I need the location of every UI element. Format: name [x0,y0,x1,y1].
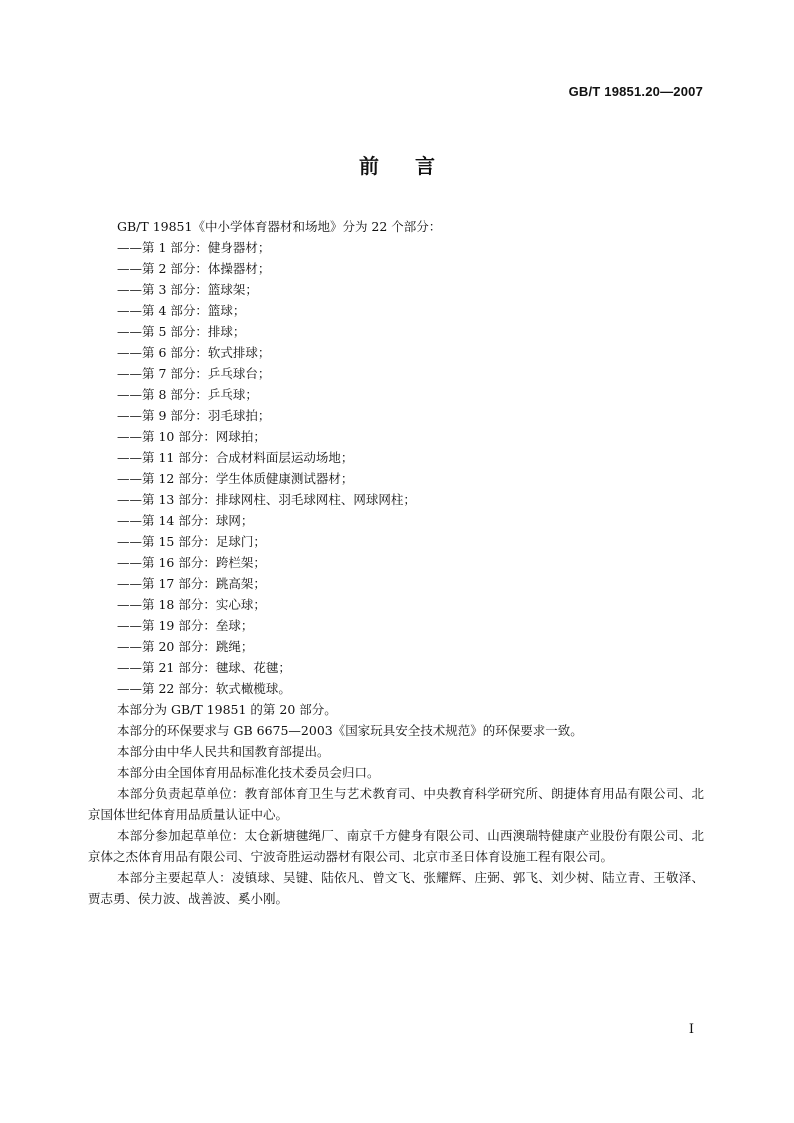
list-item: ——第 14 部分：球网； [117,513,254,528]
list-item: ——第 12 部分：学生体质健康测试器材； [117,471,354,486]
list-item: ——第 7 部分：乒乓球台； [117,366,271,381]
list-item: ——第 3 部分：篮球架； [117,282,258,297]
list-item: ——第 5 部分：排球； [117,324,246,339]
list-item: ——第 8 部分：乒乓球； [117,387,258,402]
list-item: ——第 11 部分：合成材料面层运动场地； [117,450,354,465]
paragraph-part-statement: 本部分为 GB/T 19851 的第 20 部分。 [117,702,337,717]
list-item: ——第 20 部分：跳绳； [117,639,254,654]
page-number: I [688,1022,694,1037]
document-body [88,216,704,909]
paragraph-environmental: 本部分的环保要求与 GB 6675—2003《国家玩具安全技术规范》的环保要求一致。 [117,723,583,738]
paragraph-centralized-by: 本部分由全国体育用品标准化技术委员会归口。 [117,765,380,780]
list-item: ——第 13 部分：排球网柱、羽毛球网柱、网球网柱； [117,492,416,507]
list-item: ——第 6 部分：软式排球； [117,345,271,360]
intro-paragraph: GB/T 19851《中小学体育器材和场地》分为 22 个部分： [117,219,442,234]
list-item: ——第 2 部分：体操器材； [117,261,271,276]
list-item: ——第 21 部分：毽球、花毽； [117,660,291,675]
list-item: ——第 22 部分：软式橄榄球。 [117,681,291,696]
list-item: ——第 15 部分：足球门； [117,534,266,549]
list-item: ——第 19 部分：垒球； [117,618,254,633]
list-item: ——第 4 部分：篮球； [117,303,246,318]
standard-code: GB/T 19851.20—2007 [568,84,703,99]
list-item: ——第 1 部分：健身器材； [117,240,271,255]
page-title: 前言 [359,154,471,178]
paragraph-proposed-by: 本部分由中华人民共和国教育部提出。 [117,744,330,759]
list-item: ——第 17 部分：跳高架； [117,576,266,591]
list-item: ——第 18 部分：实心球； [117,597,266,612]
list-item: ——第 9 部分：羽毛球拍； [117,408,271,423]
paragraph-lead-drafters: 本部分负责起草单位：教育部体育卫生与艺术教育司、中央教育科学研究所、朗捷体育用品有限公司、北京国体世纪体育用品质量认证中心。 [88,786,704,822]
parts-list [88,237,704,699]
list-item: ——第 10 部分：网球拍； [117,429,266,444]
list-item: ——第 16 部分：跨栏架； [117,555,266,570]
paragraph-participating-drafters: 本部分参加起草单位：太仓新塘毽绳厂、南京千方健身有限公司、山西澳瑞特健康产业股份有限公司、北京体之杰体育用品有限公司、宁波奇胜运动器材有限公司、北京市圣日体育设施工程有限公司。 [88,828,704,864]
paragraph-main-authors: 本部分主要起草人：凌镇球、吴键、陆依凡、曾文飞、张耀辉、庄弼、郭飞、刘少树、陆立青、王敬泽、贾志勇、侯力波、战善波、奚小刚。 [88,870,704,906]
